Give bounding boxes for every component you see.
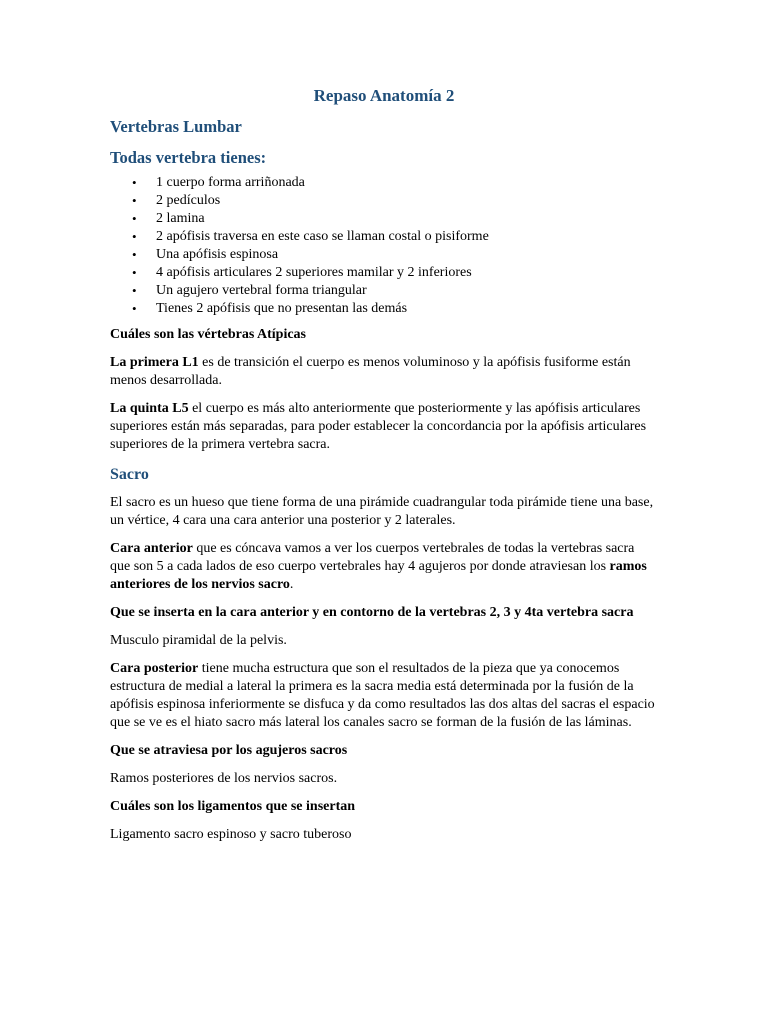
- bullet-icon: •: [132, 229, 137, 244]
- term-cara-posterior: Cara posterior: [110, 661, 199, 676]
- bullet-icon: •: [132, 247, 137, 262]
- term-ramos-anteriores: ramos anteriores de los nervios sacro: [110, 559, 647, 592]
- bullet-icon: •: [132, 175, 137, 190]
- paragraph-l1: La primera L1 es de transición el cuerpo es menos voluminoso y la apófisis fusiforme están menos desarrollada.: [110, 355, 631, 388]
- list-item: • Tienes 2 apófisis que no presentan las demás: [132, 301, 408, 316]
- document-body: [110, 84, 658, 854]
- paragraph-l5: La quinta L5 el cuerpo es más alto anteriormente que posteriormente y las apófisis articulares superiores están más separadas, para poder establecer la concordancia por la apófisis articulares superiores de la primera vertebra sacra.: [110, 401, 647, 452]
- question-inserta: Que se inserta en la cara anterior y en contorno de la vertebras 2, 3 y 4ta vertebra sacra: [110, 605, 634, 620]
- term-cara-anterior: Cara anterior: [110, 541, 193, 556]
- paragraph-sacro-intro: El sacro es un hueso que tiene forma de una pirámide cuadrangular toda pirámide tiene una base, un vértice, 4 cara una cara anterior una posterior y 2 laterales.: [110, 495, 654, 528]
- question-ligamentos: Cuáles son los ligamentos que se insertan: [110, 799, 356, 814]
- heading-vertebras-lumbar: Vertebras Lumbar: [110, 117, 242, 136]
- list-item: • 4 apófisis articulares 2 superiores mamilar y 2 inferiores: [132, 265, 472, 280]
- feature-list: [110, 174, 658, 318]
- question-atraviesa: Que se atraviesa por los agujeros sacros: [110, 743, 348, 758]
- bullet-icon: •: [132, 193, 137, 208]
- list-item: • 2 apófisis traversa en este caso se llaman costal o pisiforme: [132, 229, 489, 244]
- bullet-icon: •: [132, 283, 137, 298]
- list-item: • 2 lamina: [132, 211, 205, 226]
- heading-sacro: Sacro: [110, 466, 149, 483]
- answer-ligamentos: Ligamento sacro espinoso y sacro tuberoso: [110, 827, 352, 842]
- paragraph-cara-posterior: Cara posterior tiene mucha estructura que son el resultados de la pieza que ya conocemos estructura de medial a lateral la primera es la sacra media está determinada por la fusión de la apófisis espinosa inferiormente se disfuca y da como resultados las dos altas del sacras el espacio que se ve es el hiato sacro más lateral los canales sacro se forman de la fusión de las láminas.: [110, 661, 655, 730]
- question-atipicas: Cuáles son las vértebras Atípicas: [110, 327, 306, 342]
- paragraph-cara-anterior: Cara anterior que es cóncava vamos a ver los cuerpos vertebrales de todas la vertebras sacra que son 5 a cada lados de eso cuerpo vertebrales hay 4 agujeros por donde atraviesan los ramos anteriores de los nervios sacro.: [110, 541, 647, 592]
- list-item: • 2 pedículos: [132, 193, 221, 208]
- bullet-icon: •: [132, 301, 137, 316]
- bullet-icon: •: [132, 265, 137, 280]
- heading-todas-vertebra: Todas vertebra tienes:: [110, 148, 267, 167]
- answer-atraviesa: Ramos posteriores de los nervios sacros.: [110, 771, 338, 786]
- term-l5: La quinta L5: [110, 401, 189, 416]
- answer-inserta: Musculo piramidal de la pelvis.: [110, 633, 287, 648]
- bullet-icon: •: [132, 211, 137, 226]
- document-title: Repaso Anatomía 2: [313, 86, 455, 105]
- term-l1: La primera L1: [110, 355, 199, 370]
- list-item: • 1 cuerpo forma arriñonada: [132, 175, 305, 190]
- list-item: • Un agujero vertebral forma triangular: [132, 283, 367, 298]
- list-item: • Una apófisis espinosa: [132, 247, 279, 262]
